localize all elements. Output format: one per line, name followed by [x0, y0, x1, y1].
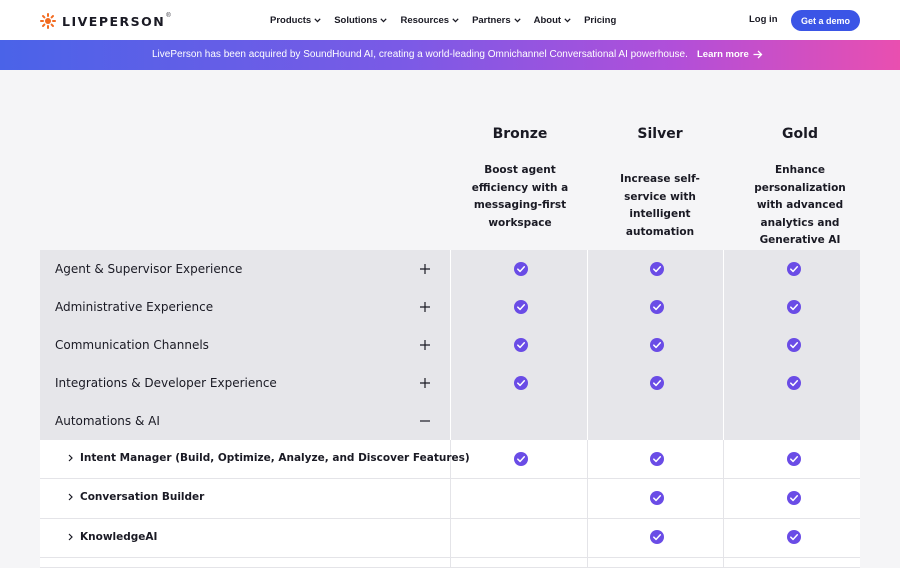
plus-icon[interactable]: [419, 377, 431, 389]
feature-row-intent-manager[interactable]: [40, 440, 860, 479]
chevron-right-icon[interactable]: [67, 454, 74, 462]
nav-about[interactable]: About: [534, 15, 571, 26]
column-divider: [587, 364, 588, 402]
check-circle-icon: [787, 338, 801, 352]
column-divider: [587, 288, 588, 326]
registered-mark: ®: [166, 13, 171, 19]
tier-bronze-heading: [452, 126, 588, 142]
feature-row-next: [40, 558, 860, 568]
main-nav: [270, 0, 629, 40]
column-divider: [450, 479, 451, 518]
feature-row-knowledgeai[interactable]: [40, 519, 860, 558]
chevron-down-icon: [564, 18, 571, 23]
feature-row-conversation-builder[interactable]: [40, 479, 860, 519]
check-circle-icon: [514, 376, 528, 390]
check-circle-icon: [787, 491, 801, 505]
arrow-right-icon: [753, 50, 763, 59]
category-label: Automations & AI: [55, 414, 160, 428]
column-divider: [587, 250, 588, 288]
plus-icon[interactable]: [419, 263, 431, 275]
column-divider: [450, 250, 451, 288]
tier-gold-description: Enhance personalization with advanced analytics and Generative AI: [754, 164, 846, 246]
check-circle-icon: [650, 491, 664, 505]
nav-pricing[interactable]: Pricing: [584, 14, 617, 26]
check-circle-icon: [787, 530, 801, 544]
chevron-down-icon: [314, 18, 321, 23]
nav-partners[interactable]: Partners: [472, 15, 521, 26]
tier-silver-heading: [592, 126, 728, 142]
tier-gold-heading: [732, 126, 868, 142]
check-circle-icon: [787, 262, 801, 276]
column-divider: [450, 519, 451, 557]
column-divider: [450, 402, 451, 440]
category-label: Communication Channels: [55, 338, 209, 352]
category-label: Administrative Experience: [55, 300, 214, 314]
tier-bronze-description: Boost agent efficiency with a messaging-first workspace: [471, 164, 569, 229]
plus-icon[interactable]: [419, 339, 431, 351]
logo-text: LIVEPERSON: [62, 13, 166, 29]
category-row-administrative[interactable]: [40, 288, 860, 326]
check-circle-icon: [650, 376, 664, 390]
check-circle-icon: [650, 262, 664, 276]
check-circle-icon: [514, 262, 528, 276]
check-circle-icon: [787, 300, 801, 314]
nav-resources[interactable]: Resources: [400, 15, 459, 26]
column-divider: [450, 288, 451, 326]
learn-more-link[interactable]: Learn more: [697, 49, 763, 60]
check-circle-icon: [514, 338, 528, 352]
minus-icon[interactable]: [419, 415, 431, 427]
column-divider: [587, 519, 588, 557]
liveperson-logo[interactable]: [40, 13, 171, 29]
category-row-automations-ai[interactable]: [40, 402, 860, 440]
check-circle-icon: [650, 300, 664, 314]
check-circle-icon: [787, 452, 801, 466]
column-divider: [723, 519, 724, 557]
column-divider: [587, 402, 588, 440]
nav-products[interactable]: Products: [270, 15, 321, 26]
category-label: Agent & Supervisor Experience: [55, 262, 243, 276]
column-divider: [587, 326, 588, 364]
check-circle-icon: [787, 376, 801, 390]
nav-solutions[interactable]: Solutions: [334, 15, 387, 26]
feature-label: KnowledgeAI: [80, 531, 158, 543]
login-link[interactable]: Log in: [749, 14, 778, 25]
chevron-down-icon: [452, 18, 459, 23]
announcement-banner: [0, 40, 900, 70]
chevron-down-icon: [514, 18, 521, 23]
column-divider: [587, 440, 588, 478]
check-circle-icon: [514, 300, 528, 314]
column-divider: [450, 326, 451, 364]
column-divider: [723, 440, 724, 478]
site-header: [0, 0, 900, 40]
column-divider: [450, 364, 451, 402]
chevron-right-icon[interactable]: [67, 533, 74, 541]
tier-name: Bronze: [492, 126, 548, 142]
category-row-integrations[interactable]: [40, 364, 860, 402]
column-divider: [723, 402, 724, 440]
check-circle-icon: [514, 452, 528, 466]
check-circle-icon: [650, 338, 664, 352]
tier-name: Gold: [782, 126, 818, 142]
category-row-agent-supervisor[interactable]: [40, 250, 860, 288]
column-divider: [723, 479, 724, 518]
chevron-right-icon[interactable]: [67, 493, 74, 501]
tier-name: Silver: [637, 126, 683, 142]
feature-label: Intent Manager (Build, Optimize, Analyze, and Discover Features): [80, 452, 470, 464]
category-label: Integrations & Developer Experience: [55, 376, 277, 390]
feature-label: Conversation Builder: [80, 491, 205, 503]
column-divider: [723, 364, 724, 402]
plus-icon[interactable]: [419, 301, 431, 313]
check-circle-icon: [650, 452, 664, 466]
tier-silver-description: Increase self-service with intelligent automation: [620, 173, 700, 238]
column-divider: [587, 479, 588, 518]
get-demo-button[interactable]: Get a demo: [791, 10, 860, 31]
banner-text: LivePerson has been acquired by SoundHound AI, creating a world-leading Omnichannel Conversational AI powerhouse.: [152, 49, 688, 60]
logo-sun-icon: [40, 13, 56, 29]
column-divider: [723, 250, 724, 288]
column-divider: [723, 288, 724, 326]
chevron-down-icon: [380, 18, 387, 23]
column-divider: [723, 326, 724, 364]
check-circle-icon: [650, 530, 664, 544]
category-row-communication-channels[interactable]: [40, 326, 860, 364]
